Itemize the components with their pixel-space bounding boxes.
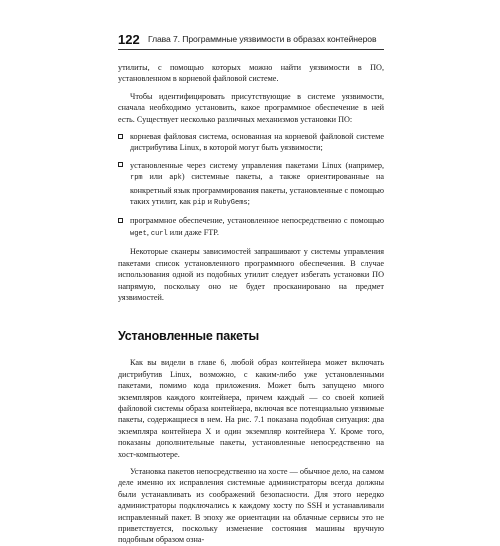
text-run: программное обеспечение, установленное непосредственно с помощью — [130, 216, 384, 226]
list-item-text: корневая файловая система, основанная на корневой файловой системе дистрибутива Linux, в которой могут быть уязвимости; — [130, 132, 384, 153]
text-run: , — [146, 227, 151, 237]
checkbox-bullet-icon — [118, 162, 123, 167]
section-heading: Установленные пакеты — [118, 329, 259, 344]
text-run: и — [205, 197, 214, 207]
code-apk: apk — [169, 174, 182, 183]
list-item-text — [130, 160, 384, 210]
list-item — [118, 131, 384, 154]
page-body — [118, 62, 384, 546]
text-run: установленные через систему управления пакетами Linux (например, — [130, 160, 384, 170]
text-run: или — [142, 172, 170, 182]
checkbox-bullet-icon — [118, 218, 123, 223]
paragraph: Как вы видели в главе 6, любой образ контейнера может включать дистрибутив Linux, возможно, с каким-либо уже установленными пакетами, помимо кода приложения. Может быть запущено много экземпляров каждого контейнера, причем каждый — со своей копией файловой системы образа контейнера, включая все потенциально уязвимые пакеты, содержащиеся в нем. На рис. 7.1 показана подобная ситуация: два экземпляра контейнера X и один экземпляр контейнера Y. Кроме того, показаны дополнительные пакеты, установленные непосредственно на хост-компьютере. — [118, 358, 384, 459]
paragraph: Чтобы идентифицировать присутствующие в системе уязвимости, сначала необходимо установить, какое программное обеспечение в ней есть. Существует несколько различных механизмов установки ПО: — [118, 91, 384, 124]
running-header — [118, 33, 384, 47]
paragraph: Установка пакетов непосредственно на хосте — обычное дело, на самом деле именно их исправления системные администраторы всегда должны были устанавливать из соображений безопасности. Для этого нередко администраторы подключались к каждому хосту по SSH и устанавливали исправленный пакет. В эпоху же ориентации на облачные сервисы это не приветствуется, поскольку изменение состояния машины вручную подобным образом озна- — [118, 466, 384, 545]
page-number: 122 — [118, 32, 140, 47]
list-item — [118, 215, 384, 240]
code-wget: wget — [130, 229, 147, 238]
chapter-title: Глава 7. Программные уязвимости в образах контейнеров — [148, 34, 377, 44]
text-run: ; — [247, 197, 250, 207]
paragraph: Некоторые сканеры зависимостей запрашивают у системы управления пакетами список установленного программного обеспечения. В случае использования одной из подобных утилит следует избегать установки ПО напрямую, поскольку оно не будет просканировано на предмет уязвимостей. — [118, 247, 384, 302]
code-rpm: rpm — [130, 174, 143, 183]
list-item — [118, 160, 384, 210]
code-curl: curl — [150, 229, 168, 238]
text-run: ) системные пакеты, а также ориентированные на конкретный язык программирования пакеты, установленные с помощью таких утилит, как — [130, 172, 384, 207]
checkbox-bullet-icon — [118, 134, 123, 139]
code-pip: pip — [192, 199, 206, 208]
paragraph: утилиты, с помощью которых можно найти уязвимости в ПО, установленном в корневой файловой системе. — [118, 63, 384, 84]
code-rubygems: RubyGems — [214, 199, 248, 208]
text-run: или даже FTP. — [167, 227, 219, 237]
header-rule — [118, 49, 384, 50]
list-item-text — [130, 215, 384, 240]
